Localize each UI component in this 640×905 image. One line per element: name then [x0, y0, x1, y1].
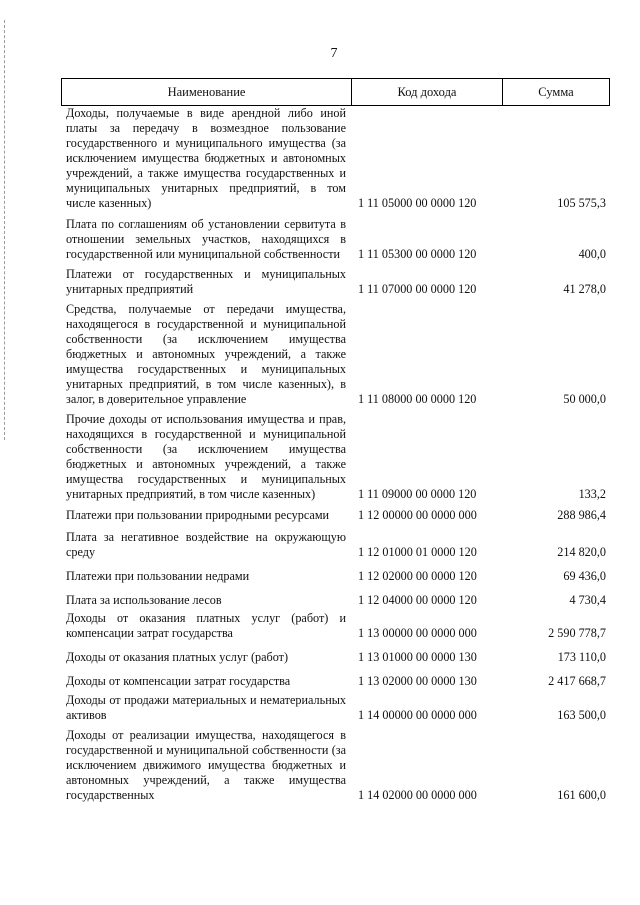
row-sum: 214 820,0: [557, 545, 606, 559]
table-row: [66, 611, 606, 642]
row-sum: 161 600,0: [557, 788, 606, 802]
table-row: [66, 530, 606, 561]
table-row: [66, 302, 606, 408]
row-code: 1 12 00000 00 0000 000: [358, 508, 477, 522]
row-sum: 105 575,3: [557, 196, 606, 210]
table-row: [66, 267, 606, 298]
header-name: Наименование: [62, 79, 352, 105]
row-name: Средства, получаемые от передачи имущества, находящегося в государственной и муниципальной собственности (за исключением имущества бюджетных и автономных учреждений, а также имущества государственных и муниципальных унитарных предприятий, в том числе казенных), в залог, в доверительное управление: [66, 302, 346, 406]
row-code: 1 13 02000 00 0000 130: [358, 674, 477, 688]
row-name: Плата по соглашениям об установлении сервитута в отношении земельных участков, находящихся в государственной или муниципальной собственности: [66, 217, 346, 261]
row-name: Доходы от компенсации затрат государства: [66, 674, 291, 688]
table-row: [66, 650, 606, 666]
table-row: [66, 412, 606, 503]
row-sum: 50 000,0: [563, 392, 606, 406]
row-name: Доходы от реализации имущества, находящегося в государственной и муниципальной собственности (за исключением движимого имущества бюджетных и автономных учреждений, а также имущества государственных: [66, 728, 346, 802]
row-sum: 41 278,0: [563, 282, 606, 296]
scan-margin-line: [4, 20, 5, 440]
row-code: 1 12 01000 01 0000 120: [358, 545, 477, 559]
row-code: 1 11 08000 00 0000 120: [358, 392, 477, 406]
row-name: Доходы, получаемые в виде арендной либо иной платы за передачу в возмездное пользование государственного и муниципального имущества (за исключением имущества бюджетных и автономных учреждений, а также имущества государственных и муниципальных унитарных предприятий, в том числе казенных): [66, 106, 346, 210]
row-code: 1 14 00000 00 0000 000: [358, 708, 477, 722]
table-row: [66, 217, 606, 263]
row-code: 1 12 02000 00 0000 120: [358, 569, 477, 583]
row-code: 1 12 04000 00 0000 120: [358, 593, 477, 607]
row-sum: 4 730,4: [569, 593, 606, 607]
row-sum: 288 986,4: [557, 508, 606, 522]
row-name: Прочие доходы от использования имущества и прав, находящихся в государственной и муниципальной собственности (за исключением имущества бюджетных и автономных учреждений, а также имущества государственных и муниципальных унитарных предприятий, в том числе казенных): [66, 412, 346, 501]
row-sum: 173 110,0: [557, 650, 606, 664]
table-row: [66, 508, 606, 524]
table-row: [66, 728, 606, 804]
row-name: Платежи от государственных и муниципальных унитарных предприятий: [66, 267, 346, 296]
header-code: Код дохода: [352, 79, 503, 105]
row-sum: 400,0: [578, 247, 606, 261]
row-sum: 69 436,0: [563, 569, 606, 583]
table-header: [61, 78, 610, 106]
page-number: 7: [330, 46, 338, 61]
row-code: 1 11 05300 00 0000 120: [358, 247, 477, 261]
row-sum: 2 417 668,7: [548, 674, 606, 688]
row-name: Доходы от оказания платных услуг (работ): [66, 650, 289, 664]
row-code: 1 14 02000 00 0000 000: [358, 788, 477, 802]
row-name: Доходы от продажи материальных и нематериальных активов: [66, 693, 346, 722]
table-row: [66, 106, 606, 212]
table-row: [66, 593, 606, 609]
table-row: [66, 569, 606, 585]
row-name: Плата за негативное воздействие на окружающую среду: [66, 530, 346, 559]
row-name: Доходы от оказания платных услуг (работ) и компенсации затрат государства: [66, 611, 346, 640]
row-name: Плата за использование лесов: [66, 593, 222, 607]
table-row: [66, 674, 606, 690]
table-row: [66, 693, 606, 724]
row-name: Платежи при пользовании природными ресурсами: [66, 508, 330, 522]
row-code: 1 11 05000 00 0000 120: [358, 196, 477, 210]
row-sum: 2 590 778,7: [548, 626, 606, 640]
header-sum: Сумма: [538, 84, 574, 99]
income-table: [66, 106, 606, 804]
row-sum: 163 500,0: [557, 708, 606, 722]
row-code: 1 13 00000 00 0000 000: [358, 626, 477, 640]
row-code: 1 11 07000 00 0000 120: [358, 282, 477, 296]
row-code: 1 11 09000 00 0000 120: [358, 487, 477, 501]
row-sum: 133,2: [578, 487, 606, 501]
row-name: Платежи при пользовании недрами: [66, 569, 250, 583]
row-code: 1 13 01000 00 0000 130: [358, 650, 477, 664]
